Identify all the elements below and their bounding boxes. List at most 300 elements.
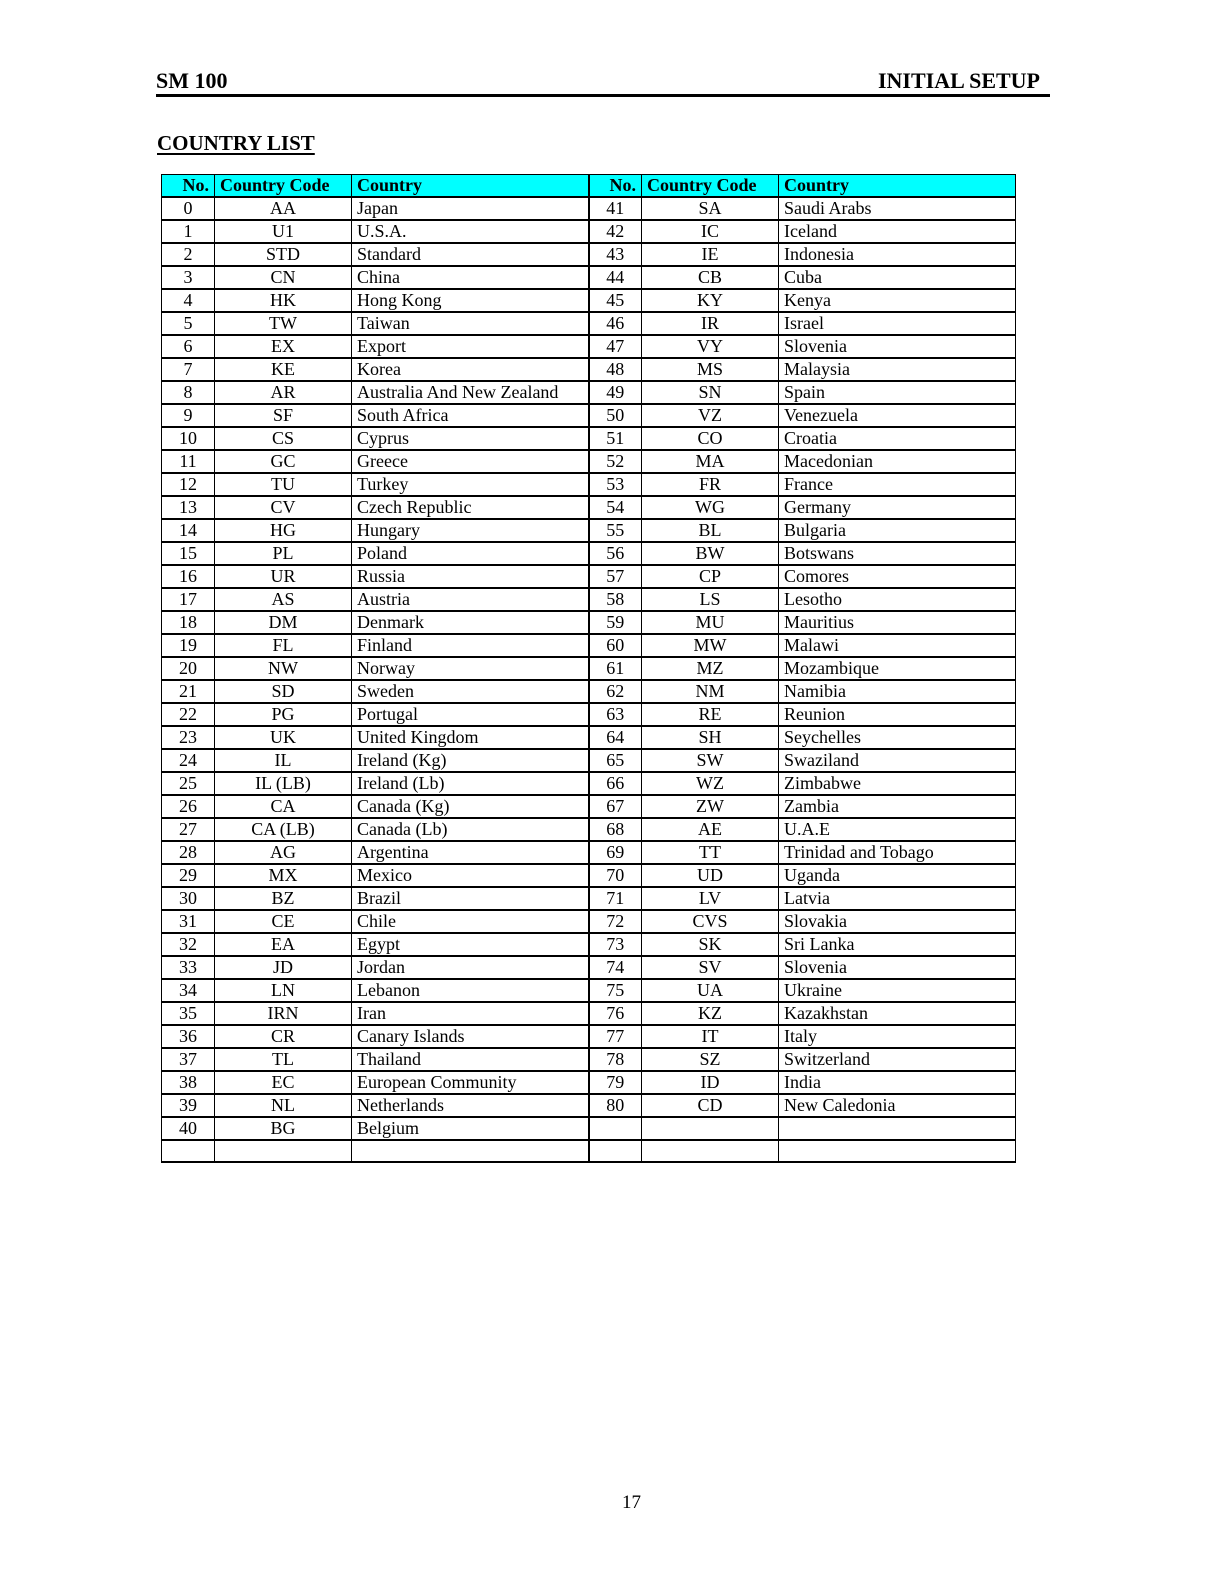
cell-country: Bulgaria [779,519,1016,542]
cell-country: Ukraine [779,979,1016,1002]
cell-no: 28 [162,841,215,864]
table-row [162,726,1016,749]
cell-country: Egypt [352,933,589,956]
cell-country: Standard [352,243,589,266]
cell-country-code: AE [642,818,779,841]
cell-country: Croatia [779,427,1016,450]
cell-country-code: EC [215,1071,352,1094]
cell-country: Belgium [352,1117,589,1140]
cell-no: 36 [162,1025,215,1048]
cell-country-code: SN [642,381,779,404]
cell-country-code: IT [642,1025,779,1048]
table-row [162,910,1016,933]
table-row [162,427,1016,450]
cell-country: Sri Lanka [779,933,1016,956]
cell-country-code: MW [642,634,779,657]
cell-country-code: SA [642,197,779,220]
cell-country-code: IL [215,749,352,772]
cell-country-code: DM [215,611,352,634]
cell-no: 54 [589,496,642,519]
cell-no: 75 [589,979,642,1002]
cell-country-code: AG [215,841,352,864]
cell-country-code: EA [215,933,352,956]
cell-no: 10 [162,427,215,450]
cell-no: 67 [589,795,642,818]
cell-country-code: CO [642,427,779,450]
cell-country: Trinidad and Tobago [779,841,1016,864]
cell-country-code: CP [642,565,779,588]
cell-country: Japan [352,197,589,220]
cell-country: Israel [779,312,1016,335]
table-row [162,772,1016,795]
cell-no: 4 [162,289,215,312]
cell-no: 5 [162,312,215,335]
table-row [162,657,1016,680]
cell-country-code: SF [215,404,352,427]
cell-no: 60 [589,634,642,657]
cell-country-code: MA [642,450,779,473]
cell-country: Slovenia [779,956,1016,979]
cell-country: Mexico [352,864,589,887]
table-row [162,703,1016,726]
cell-no: 76 [589,1002,642,1025]
table-row [162,818,1016,841]
cell-country-code: KE [215,358,352,381]
cell-no: 21 [162,680,215,703]
cell-country: Austria [352,588,589,611]
cell-no: 47 [589,335,642,358]
cell-no: 2 [162,243,215,266]
cell-country: Iran [352,1002,589,1025]
cell-country-code: GC [215,450,352,473]
table-row [162,220,1016,243]
cell-country: Denmark [352,611,589,634]
cell-no: 39 [162,1094,215,1117]
cell-country: U.A.E [779,818,1016,841]
cell-country-code: TU [215,473,352,496]
table-row [162,588,1016,611]
cell-no: 48 [589,358,642,381]
table-row [162,404,1016,427]
cell-country: Argentina [352,841,589,864]
cell-country-code: LS [642,588,779,611]
cell-country-code: EX [215,335,352,358]
cell-country-code: CV [215,496,352,519]
cell-country-code: NL [215,1094,352,1117]
cell-country-code [215,1140,352,1162]
cell-country: Malaysia [779,358,1016,381]
cell-country-code: IC [642,220,779,243]
cell-country: Hong Kong [352,289,589,312]
cell-country [779,1117,1016,1140]
cell-country: U.S.A. [352,220,589,243]
cell-no: 22 [162,703,215,726]
cell-country: Saudi Arabs [779,197,1016,220]
cell-country-code: FL [215,634,352,657]
section-title: COUNTRY LIST [157,131,315,155]
cell-country: Chile [352,910,589,933]
page-header [156,68,1050,97]
cell-no: 6 [162,335,215,358]
cell-country-code: UK [215,726,352,749]
cell-no: 30 [162,887,215,910]
cell-no [162,1140,215,1162]
cell-country [352,1140,589,1162]
cell-no: 64 [589,726,642,749]
cell-no: 8 [162,381,215,404]
cell-country-code: AS [215,588,352,611]
column-header-country-left: Country [352,175,589,198]
cell-no: 72 [589,910,642,933]
table-row [162,1094,1016,1117]
table-row [162,243,1016,266]
table-row [162,841,1016,864]
cell-country: Uganda [779,864,1016,887]
cell-country-code: CVS [642,910,779,933]
cell-country: Mozambique [779,657,1016,680]
cell-country-code: WG [642,496,779,519]
table-row [162,956,1016,979]
cell-country-code: RE [642,703,779,726]
cell-country-code: CD [642,1094,779,1117]
table-row [162,634,1016,657]
cell-no: 37 [162,1048,215,1071]
column-header-code-left: Country Code [215,175,352,198]
cell-country: Macedonian [779,450,1016,473]
table-row [162,1048,1016,1071]
cell-country-code: STD [215,243,352,266]
cell-country-code: CA [215,795,352,818]
table-row [162,1002,1016,1025]
table-row [162,864,1016,887]
cell-country-code: CR [215,1025,352,1048]
cell-no: 16 [162,565,215,588]
cell-country-code: TW [215,312,352,335]
cell-country: Brazil [352,887,589,910]
cell-country: Slovakia [779,910,1016,933]
cell-no: 44 [589,266,642,289]
cell-no: 74 [589,956,642,979]
cell-country: Zimbabwe [779,772,1016,795]
cell-no: 50 [589,404,642,427]
cell-country: Turkey [352,473,589,496]
table-row [162,1071,1016,1094]
cell-no [589,1140,642,1162]
table-row [162,680,1016,703]
cell-no: 43 [589,243,642,266]
cell-country-code: U1 [215,220,352,243]
cell-no: 57 [589,565,642,588]
cell-country-code: PG [215,703,352,726]
header-section-title: INITIAL SETUP [877,68,1040,93]
cell-no: 55 [589,519,642,542]
cell-no: 42 [589,220,642,243]
cell-country-code: LN [215,979,352,1002]
country-table-body [162,197,1016,1162]
cell-country-code: CB [642,266,779,289]
column-header-no-right: No. [589,175,642,198]
cell-country: Lesotho [779,588,1016,611]
cell-no: 40 [162,1117,215,1140]
cell-no: 29 [162,864,215,887]
cell-no: 23 [162,726,215,749]
header-row [162,175,1016,198]
cell-no: 52 [589,450,642,473]
cell-country: Namibia [779,680,1016,703]
table-row [162,496,1016,519]
cell-no: 7 [162,358,215,381]
table-row [162,887,1016,910]
cell-country: Ireland (Kg) [352,749,589,772]
table-row [162,519,1016,542]
cell-no: 33 [162,956,215,979]
cell-no: 24 [162,749,215,772]
cell-country-code: SD [215,680,352,703]
cell-no: 0 [162,197,215,220]
cell-country-code: BG [215,1117,352,1140]
table-row [162,381,1016,404]
cell-country-code: BW [642,542,779,565]
cell-country: Finland [352,634,589,657]
cell-no: 70 [589,864,642,887]
cell-country: Seychelles [779,726,1016,749]
cell-no: 12 [162,473,215,496]
table-row [162,266,1016,289]
cell-no: 32 [162,933,215,956]
header-document-title: SM 100 [156,68,228,93]
cell-country: European Community [352,1071,589,1094]
cell-country-code: ID [642,1071,779,1094]
cell-no: 15 [162,542,215,565]
cell-country-code: FR [642,473,779,496]
cell-country: Botswans [779,542,1016,565]
cell-country-code: KZ [642,1002,779,1025]
cell-country: Zambia [779,795,1016,818]
table-row [162,197,1016,220]
cell-no: 27 [162,818,215,841]
cell-country: Indonesia [779,243,1016,266]
cell-country: Slovenia [779,335,1016,358]
cell-country: Mauritius [779,611,1016,634]
cell-country: Taiwan [352,312,589,335]
cell-country: Latvia [779,887,1016,910]
cell-country: Spain [779,381,1016,404]
page-number: 17 [622,1492,641,1513]
cell-no: 62 [589,680,642,703]
cell-no: 17 [162,588,215,611]
cell-country-code: PL [215,542,352,565]
cell-country-code: SZ [642,1048,779,1071]
cell-country: Czech Republic [352,496,589,519]
cell-country: Jordan [352,956,589,979]
cell-no: 77 [589,1025,642,1048]
cell-country: France [779,473,1016,496]
cell-country-code: TT [642,841,779,864]
cell-no: 14 [162,519,215,542]
cell-country: Switzerland [779,1048,1016,1071]
cell-country-code: JD [215,956,352,979]
cell-no: 73 [589,933,642,956]
cell-country: United Kingdom [352,726,589,749]
cell-country: Iceland [779,220,1016,243]
cell-country-code: VZ [642,404,779,427]
column-header-country-right: Country [779,175,1016,198]
cell-country-code: NM [642,680,779,703]
table-row [162,335,1016,358]
cell-country: Greece [352,450,589,473]
table-row [162,979,1016,1002]
cell-no: 20 [162,657,215,680]
table-row [162,1117,1016,1140]
cell-country: Italy [779,1025,1016,1048]
cell-no: 59 [589,611,642,634]
cell-no: 66 [589,772,642,795]
cell-country: Canary Islands [352,1025,589,1048]
table-row [162,611,1016,634]
cell-country-code: UR [215,565,352,588]
cell-country-code: MU [642,611,779,634]
cell-no [589,1117,642,1140]
cell-no: 26 [162,795,215,818]
cell-country-code: CS [215,427,352,450]
cell-country: Portugal [352,703,589,726]
cell-no: 31 [162,910,215,933]
cell-country-code: CA (LB) [215,818,352,841]
cell-country-code: BZ [215,887,352,910]
country-table-header [162,175,1016,198]
cell-no: 61 [589,657,642,680]
cell-country-code [642,1140,779,1162]
cell-country-code: MX [215,864,352,887]
cell-country-code: KY [642,289,779,312]
cell-country: Germany [779,496,1016,519]
cell-country: Export [352,335,589,358]
cell-no: 78 [589,1048,642,1071]
cell-country: Lebanon [352,979,589,1002]
cell-country: South Africa [352,404,589,427]
cell-country-code: HG [215,519,352,542]
cell-no: 25 [162,772,215,795]
cell-no: 56 [589,542,642,565]
table-row [162,358,1016,381]
cell-no: 18 [162,611,215,634]
cell-country: Thailand [352,1048,589,1071]
cell-country-code: BL [642,519,779,542]
cell-country-code: AR [215,381,352,404]
cell-no: 80 [589,1094,642,1117]
table-row [162,289,1016,312]
table-row [162,565,1016,588]
cell-country-code: VY [642,335,779,358]
cell-country: Canada (Kg) [352,795,589,818]
cell-country-code: IL (LB) [215,772,352,795]
cell-country-code: HK [215,289,352,312]
cell-country: Malawi [779,634,1016,657]
cell-country-code: CE [215,910,352,933]
cell-country: Poland [352,542,589,565]
cell-country-code: SV [642,956,779,979]
cell-country: Russia [352,565,589,588]
cell-country-code: NW [215,657,352,680]
cell-no: 71 [589,887,642,910]
cell-country-code: SK [642,933,779,956]
cell-no: 3 [162,266,215,289]
cell-country: Kenya [779,289,1016,312]
cell-no: 38 [162,1071,215,1094]
cell-country-code: MS [642,358,779,381]
cell-country-code: SH [642,726,779,749]
cell-country-code: IRN [215,1002,352,1025]
cell-country: Netherlands [352,1094,589,1117]
cell-no: 11 [162,450,215,473]
cell-country: Sweden [352,680,589,703]
cell-country: Ireland (Lb) [352,772,589,795]
cell-country: Swaziland [779,749,1016,772]
cell-country-code: TL [215,1048,352,1071]
cell-country-code: ZW [642,795,779,818]
cell-country: Kazakhstan [779,1002,1016,1025]
cell-country: Australia And New Zealand [352,381,589,404]
cell-no: 58 [589,588,642,611]
cell-no: 41 [589,197,642,220]
cell-country-code: IR [642,312,779,335]
cell-no: 34 [162,979,215,1002]
cell-country: Comores [779,565,1016,588]
cell-country: Cuba [779,266,1016,289]
cell-country-code: IE [642,243,779,266]
cell-country-code [642,1117,779,1140]
cell-no: 51 [589,427,642,450]
cell-country: New Caledonia [779,1094,1016,1117]
table-row [162,795,1016,818]
table-row [162,312,1016,335]
cell-no: 1 [162,220,215,243]
cell-country-code: LV [642,887,779,910]
cell-no: 63 [589,703,642,726]
table-row [162,749,1016,772]
cell-country-code: UD [642,864,779,887]
cell-no: 19 [162,634,215,657]
column-header-no-left: No. [162,175,215,198]
cell-country: Hungary [352,519,589,542]
cell-no: 35 [162,1002,215,1025]
cell-no: 46 [589,312,642,335]
cell-country: Norway [352,657,589,680]
cell-no: 49 [589,381,642,404]
cell-no: 65 [589,749,642,772]
cell-country: India [779,1071,1016,1094]
cell-country: Korea [352,358,589,381]
table-row [162,1140,1016,1162]
cell-country: Venezuela [779,404,1016,427]
cell-country-code: UA [642,979,779,1002]
cell-no: 53 [589,473,642,496]
cell-country-code: MZ [642,657,779,680]
cell-country-code: WZ [642,772,779,795]
cell-country [779,1140,1016,1162]
cell-country-code: AA [215,197,352,220]
cell-country-code: CN [215,266,352,289]
country-table [161,174,1016,1163]
cell-no: 69 [589,841,642,864]
cell-no: 68 [589,818,642,841]
cell-country: China [352,266,589,289]
cell-no: 45 [589,289,642,312]
cell-no: 13 [162,496,215,519]
cell-country-code: SW [642,749,779,772]
cell-country: Reunion [779,703,1016,726]
table-row [162,1025,1016,1048]
